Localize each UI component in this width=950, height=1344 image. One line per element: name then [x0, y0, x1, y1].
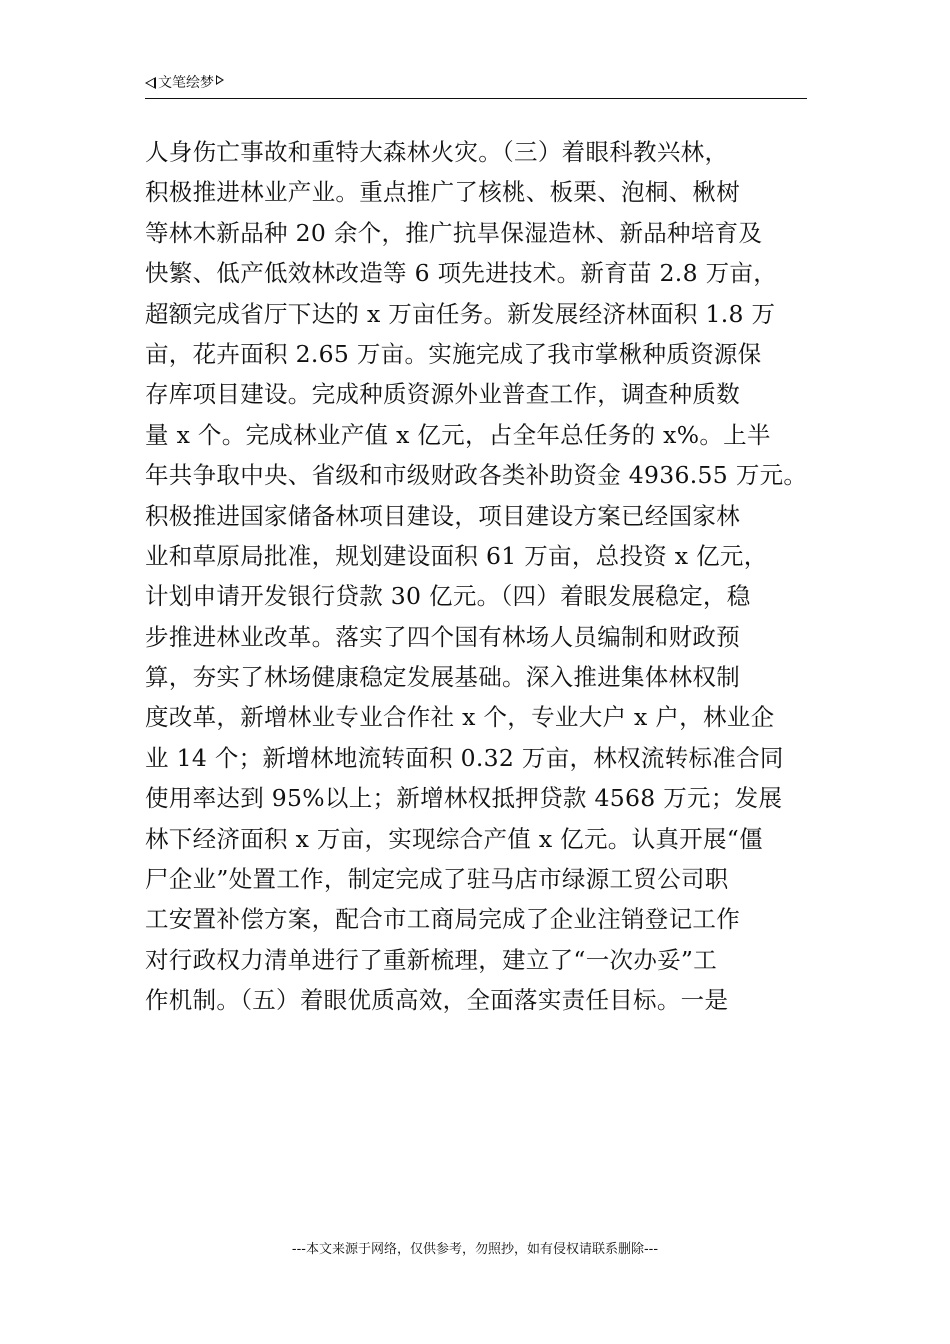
body-line: 林下经济面积 x 万亩，实现综合产值 x 亿元。认真开展“僵: [145, 824, 763, 853]
body-line: 业 14 个；新增林地流转面积 0.32 万亩，林权流转标准合同: [145, 743, 784, 772]
body-line: 工安置补偿方案，配合市工商局完成了企业注销登记工作: [145, 905, 740, 934]
body-line: 积极推进林业产业。重点推广了核桃、板栗、泡桐、楸树: [145, 178, 740, 207]
body-line: 存库项目建设。完成种质资源外业普查工作，调查种质数: [145, 380, 740, 409]
body-line: 使用率达到 95%以上；新增林权抵押贷款 4568 万元；发展: [145, 784, 783, 813]
body-line: 算，夯实了林场健康稳定发展基础。深入推进集体林权制: [145, 663, 740, 692]
document-body: [145, 132, 825, 1021]
body-line: 快繁、低产低效林改造等 6 项先进技术。新育苗 2.8 万亩，: [145, 259, 778, 288]
body-line: 对行政权力清单进行了重新梳理，建立了“一次办妥”工: [145, 945, 718, 974]
body-line: 业和草原局批准，规划建设面积 61 万亩，总投资 x 亿元，: [145, 541, 768, 570]
page-footer-disclaimer: ---本文来源于网络，仅供参考，勿照抄，如有侵权请联系删除---: [291, 1242, 659, 1257]
header-logo: [145, 74, 224, 92]
left-triangle-icon: [145, 77, 156, 89]
body-line: 作机制。（五）着眼优质高效，全面落实责任目标。一是: [145, 986, 729, 1015]
page-header: [145, 74, 807, 99]
body-line: 人身伤亡事故和重特大森林火灾。（三）着眼科教兴林，: [145, 138, 729, 166]
body-line: 步推进林业改革。落实了四个国有林场人员编制和财政预: [145, 622, 740, 651]
body-line: 量 x 个。完成林业产值 x 亿元，占全年总任务的 x%。上半: [145, 420, 771, 449]
body-line: 亩，花卉面积 2.65 万亩。实施完成了我市掌楸种质资源保: [145, 339, 762, 368]
body-line: 年共争取中央、省级和市级财政各类补助资金 4936.55 万元。: [145, 461, 808, 490]
right-triangle-icon: [216, 75, 224, 85]
body-line: 尸企业”处置工作，制定完成了驻马店市绿源工贸公司职: [145, 865, 729, 894]
body-line: 积极推进国家储备林项目建设，项目建设方案已经国家林: [145, 501, 740, 530]
header-title: 文笔绘梦: [158, 75, 214, 91]
body-line: 计划申请开发银行贷款 30 亿元。（四）着眼发展稳定，稳: [145, 582, 751, 611]
body-line: 度改革，新增林业专业合作社 x 个，专业大户 x 户，林业企: [145, 703, 775, 732]
body-line: 等林木新品种 20 余个，推广抗旱保湿造林、新品种培育及: [145, 218, 763, 247]
body-line: 超额完成省厅下达的 x 万亩任务。新发展经济林面积 1.8 万: [145, 299, 776, 328]
